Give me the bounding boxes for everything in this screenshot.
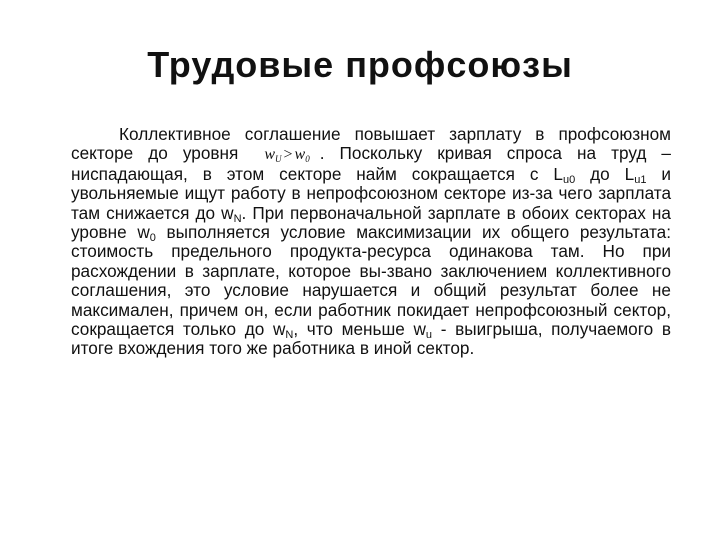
body-paragraph [71, 125, 671, 359]
subscript: N [285, 329, 294, 342]
text-segment: . При первоначальной зарплате в обоих секторах на уровне w [71, 202, 671, 243]
text-segment: Коллективное соглашение повышает зарплату в профсоюзном секторе до уровня [71, 124, 671, 164]
subscript: u1 [634, 173, 647, 186]
formula-right: w [294, 146, 306, 164]
text-segment: , что меньше w [293, 319, 426, 340]
formula-left: w [264, 146, 276, 164]
formula-operator: > [283, 146, 293, 164]
subscript: u0 [562, 173, 576, 186]
text-segment: . Поскольку кривая спроса на труд – ниспадающая, в этом секторе найм сокращается с L [71, 143, 671, 184]
formula-left-subscript: U [275, 154, 282, 165]
subscript: 0 [149, 232, 156, 245]
subscript: N [233, 212, 242, 225]
wage-inequality-formula [238, 146, 319, 163]
subscript: u [425, 329, 433, 342]
text-segment: - выигрыша, получаемого в итоге вхождения того же работника в иной сектор. [71, 319, 671, 359]
formula-right-subscript: 0 [305, 154, 310, 165]
text-segment: выполняется условие максимизации их общего результата: стоимость предельного продукта-ресурса одинакова там. Но при расхождении в зарплате, которое вы-звано заключением коллективного соглашения, это условие нарушается и общий результат более не максимален, причем он, если работник покидает непрофсоюзный сектор, сокращается только до w [71, 222, 671, 340]
text-segment: и увольняемые ищут работу в непрофсоюзном секторе из-за чего зарплата там снижается до w [71, 163, 671, 223]
text-segment: до L [575, 163, 635, 184]
slide-title: Трудовые профсоюзы [147, 44, 573, 85]
